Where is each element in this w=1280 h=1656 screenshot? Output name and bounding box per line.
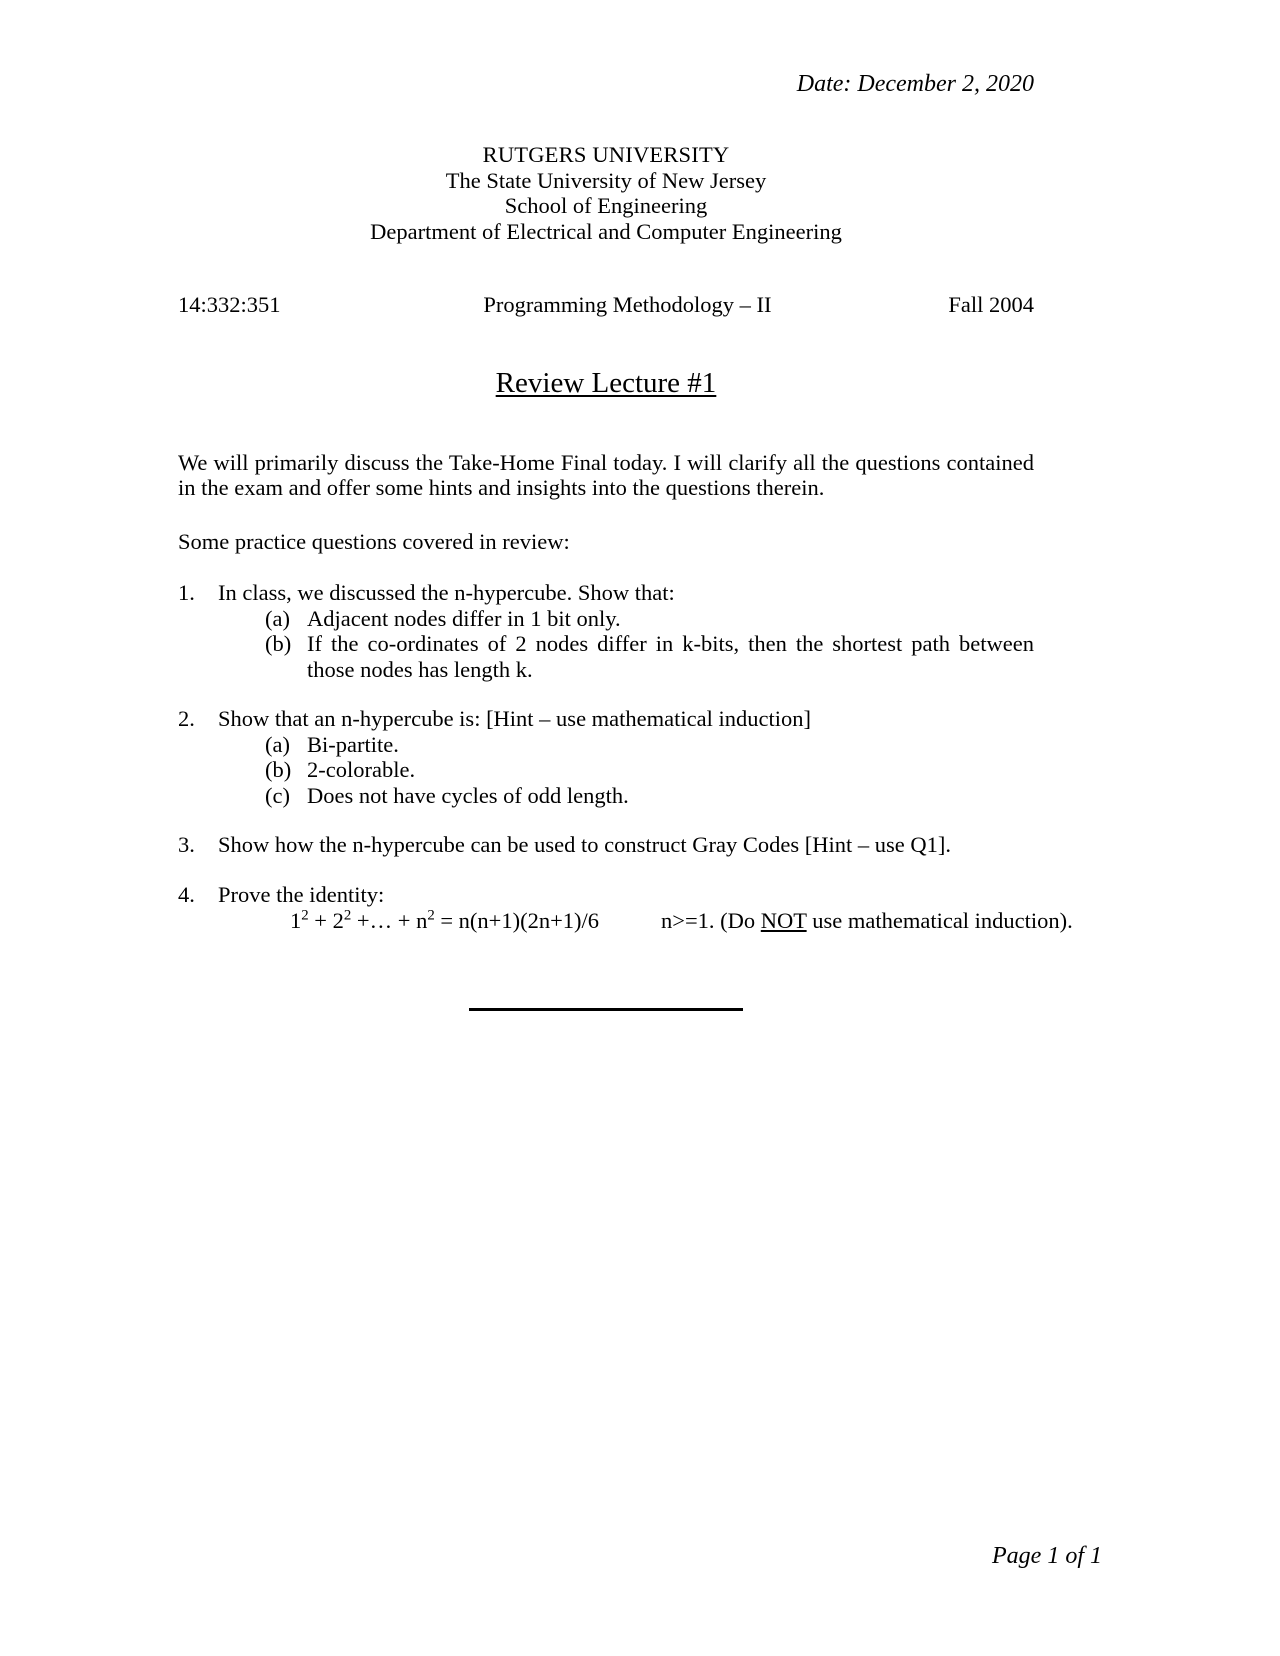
question-text: Show how the n-hypercube can be used to construct Gray Codes [Hint – use Q1]. [218,832,951,858]
course-title: Programming Methodology – II [483,292,772,318]
sub-item-label: (c) [265,782,290,808]
sub-item-text: Bi-partite. [307,731,399,757]
page-title [178,366,1034,399]
course-code: 14:332:351 [178,292,281,318]
formula-condition-emphasis: NOT [760,908,807,934]
page-title-text: Review Lecture #1 [495,366,717,399]
question-item [178,706,1034,808]
letterhead-subtitle: The State University of New Jersey [445,167,767,193]
formula-condition-pre: n>=1. (Do [661,908,761,934]
question-text: Prove the identity: [218,881,385,907]
sub-item-label: (b) [265,757,292,783]
sub-item [265,757,1034,783]
letterhead-university: RUTGERS UNIVERSITY [482,142,730,167]
formula-base-2: 2 [332,908,344,934]
course-info-row [178,294,1034,317]
sub-item-label: (a) [265,605,290,631]
sub-item-label: (b) [265,631,292,657]
sub-item-text: If the co-ordinates of 2 nodes differ in k-bits, then the shortest path between those nodes has length k. [307,631,1034,682]
date-line: Date: December 2, 2020 [796,71,1034,97]
formula-base-1: 1 [290,908,302,934]
section-separator [178,1008,1034,1011]
practice-lead-text: Some practice questions covered in review: [178,528,570,554]
sub-item [265,631,1034,682]
horizontal-rule [469,1008,743,1011]
question-item [178,832,1034,858]
question-item [178,580,1034,682]
formula-exp-1: 2 [301,907,309,924]
sub-item-text: Adjacent nodes differ in 1 bit only. [307,605,621,631]
question-sublist [265,732,1034,809]
page-footer: Page 1 of 1 [992,1543,1102,1569]
course-term: Fall 2004 [948,292,1034,318]
formula-condition-post: use mathematical induction). [806,908,1073,934]
letterhead-department: Department of Electrical and Computer Engineering [370,218,842,244]
formula-exp-2: 2 [343,907,352,924]
formula-equals: = n(n+1)(2n+1)/6 [434,908,600,934]
question-number: 1. [178,580,195,606]
intro-paragraph: We will primarily discuss the Take-Home Final today. I will clarify all the questions contained in the exam and offer some hints and insights into the questions therein. [178,449,1034,501]
question-text: In class, we discussed the n-hypercube. Show that: [218,580,675,606]
sub-item-label: (a) [265,731,290,757]
formula-base-n: n [416,908,428,934]
question-item [178,881,1073,934]
sub-item [265,606,1034,632]
question-number: 3. [178,832,195,858]
formula-exp-n: 2 [427,907,435,924]
sub-item [265,783,1034,809]
question-sublist [265,606,1034,683]
question-list [178,580,1073,934]
sub-item-text: Does not have cycles of odd length. [307,782,629,808]
letterhead-school: School of Engineering [504,193,708,219]
sub-item-text: 2-colorable. [307,757,416,783]
question-number: 2. [178,706,195,732]
formula-plus-1: + [308,908,333,934]
formula-mid: +… + [351,908,417,934]
question-text: Show that an n-hypercube is: [Hint – use mathematical induction] [218,706,811,732]
sub-item [265,732,1034,758]
identity-formula [290,907,1073,934]
letterhead-block [178,142,1034,244]
question-number: 4. [178,881,195,907]
